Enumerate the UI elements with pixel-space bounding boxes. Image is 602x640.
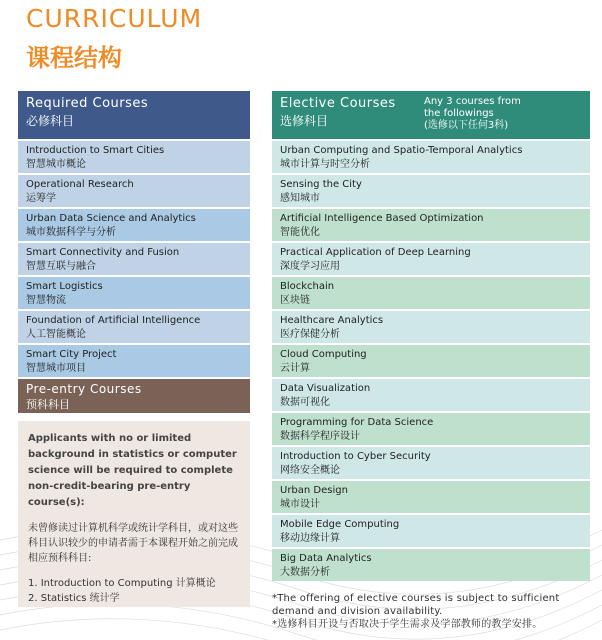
elective-course-item xyxy=(272,479,590,513)
pre-entry-paragraph-zh: 未曾修读过计算机科学或统计学科目，或对这些科目认识较少的申请者需于本课程开始之前完成相应预科科目: xyxy=(28,523,238,564)
elective-course-item xyxy=(272,241,590,275)
elective-course-item xyxy=(272,139,590,173)
course-name-en: Operational Research xyxy=(26,179,134,190)
course-name-zh: 人工智能概论 xyxy=(26,329,86,340)
course-name-en: Introduction to Cyber Security xyxy=(280,451,431,462)
elective-course-item xyxy=(272,445,590,479)
course-name-zh: 区块链 xyxy=(280,295,310,306)
pre-entry-list-item: 1. Introduction to Computing 计算概论 xyxy=(28,578,216,589)
course-name-en: Programming for Data Science xyxy=(280,417,434,428)
course-name-zh: 感知城市 xyxy=(280,193,320,204)
course-name-zh: 医疗保健分析 xyxy=(280,329,340,340)
elective-selection-note xyxy=(424,96,521,132)
elective-courses-column xyxy=(272,91,590,581)
course-name-en: Practical Application of Deep Learning xyxy=(280,247,471,258)
pre-entry-heading-en: Pre-entry Courses xyxy=(26,382,142,396)
course-name-zh: 云计算 xyxy=(280,363,310,374)
course-name-zh: 移动边缘计算 xyxy=(280,533,340,544)
course-name-zh: 网络安全概论 xyxy=(280,465,340,476)
course-name-zh: 智慧城市项目 xyxy=(26,363,86,374)
course-name-zh: 运筹学 xyxy=(26,193,56,204)
pre-entry-heading-zh: 预科科目 xyxy=(26,398,70,411)
course-name-en: Urban Data Science and Analytics xyxy=(26,213,196,224)
pre-entry-description xyxy=(18,421,250,607)
footnote-en: *The offering of elective courses is subject to sufficient demand and division availability. xyxy=(272,593,560,617)
elective-courses-heading-zh: 选修科目 xyxy=(280,114,329,128)
elective-note-line: Any 3 courses from xyxy=(424,96,521,107)
course-name-en: Smart Connectivity and Fusion xyxy=(26,247,180,258)
course-name-en: Sensing the City xyxy=(280,179,362,190)
course-name-en: Urban Computing and Spatio-Temporal Analytics xyxy=(280,145,523,156)
course-name-en: Cloud Computing xyxy=(280,349,367,360)
course-name-en: Data Visualization xyxy=(280,383,371,394)
course-name-zh: 深度学习应用 xyxy=(280,261,340,272)
elective-course-item xyxy=(272,343,590,377)
course-name-en: Smart City Project xyxy=(26,349,117,360)
pre-entry-paragraph-en: Applicants with no or limited background in statistics or computer science will be required to complete non-credit-bearing pre-entry course(s): xyxy=(28,433,237,508)
required-courses-column xyxy=(18,91,250,607)
course-name-en: Foundation of Artificial Intelligence xyxy=(26,315,201,326)
required-course-item xyxy=(18,275,250,309)
elective-course-item xyxy=(272,377,590,411)
course-name-zh: 智慧互联与融合 xyxy=(26,261,96,272)
required-courses-heading-zh: 必修科目 xyxy=(26,114,75,128)
elective-course-item xyxy=(272,547,590,581)
elective-footnote xyxy=(272,592,590,631)
elective-course-item xyxy=(272,173,590,207)
elective-course-item xyxy=(272,411,590,445)
course-name-en: Urban Design xyxy=(280,485,348,496)
course-name-en: Introduction to Smart Cities xyxy=(26,145,165,156)
course-name-zh: 数据科学程序设计 xyxy=(280,431,360,442)
required-course-item xyxy=(18,309,250,343)
required-course-item xyxy=(18,343,250,377)
course-name-en: Big Data Analytics xyxy=(280,553,372,564)
required-courses-heading-en: Required Courses xyxy=(26,96,149,111)
pre-entry-courses-header xyxy=(18,377,250,413)
elective-course-item xyxy=(272,513,590,547)
course-name-zh: 智慧物流 xyxy=(26,295,66,306)
elective-note-line: (选修以下任何3科) xyxy=(424,120,509,131)
required-course-item xyxy=(18,207,250,241)
elective-courses-header xyxy=(272,91,590,139)
page-title-chinese: 课程结构 xyxy=(26,44,122,72)
course-name-zh: 大数据分析 xyxy=(280,567,330,578)
course-name-en: Smart Logistics xyxy=(26,281,103,292)
elective-note-line: the followings xyxy=(424,108,494,119)
required-courses-header xyxy=(18,91,250,139)
course-name-zh: 城市计算与时空分析 xyxy=(280,159,370,170)
course-name-zh: 城市数据科学与分析 xyxy=(26,227,116,238)
course-name-en: Blockchain xyxy=(280,281,335,292)
required-course-item xyxy=(18,139,250,173)
course-name-zh: 智慧城市概论 xyxy=(26,159,86,170)
course-name-en: Artificial Intelligence Based Optimization xyxy=(280,213,484,224)
course-name-zh: 城市设计 xyxy=(280,499,320,510)
elective-course-item xyxy=(272,207,590,241)
elective-course-item xyxy=(272,275,590,309)
course-name-en: Healthcare Analytics xyxy=(280,315,384,326)
required-course-item xyxy=(18,241,250,275)
course-name-zh: 智能优化 xyxy=(280,227,320,238)
pre-entry-list-item: 2. Statistics 统计学 xyxy=(28,593,120,604)
elective-course-item xyxy=(272,309,590,343)
page-title-english: CURRICULUM xyxy=(26,4,203,33)
footnote-zh: *选修科目开设与否取决于学生需求及学部教师的教学安排。 xyxy=(272,619,543,630)
required-course-item xyxy=(18,173,250,207)
elective-courses-heading-en: Elective Courses xyxy=(280,96,396,111)
course-name-zh: 数据可视化 xyxy=(280,397,330,408)
course-name-en: Mobile Edge Computing xyxy=(280,519,400,530)
